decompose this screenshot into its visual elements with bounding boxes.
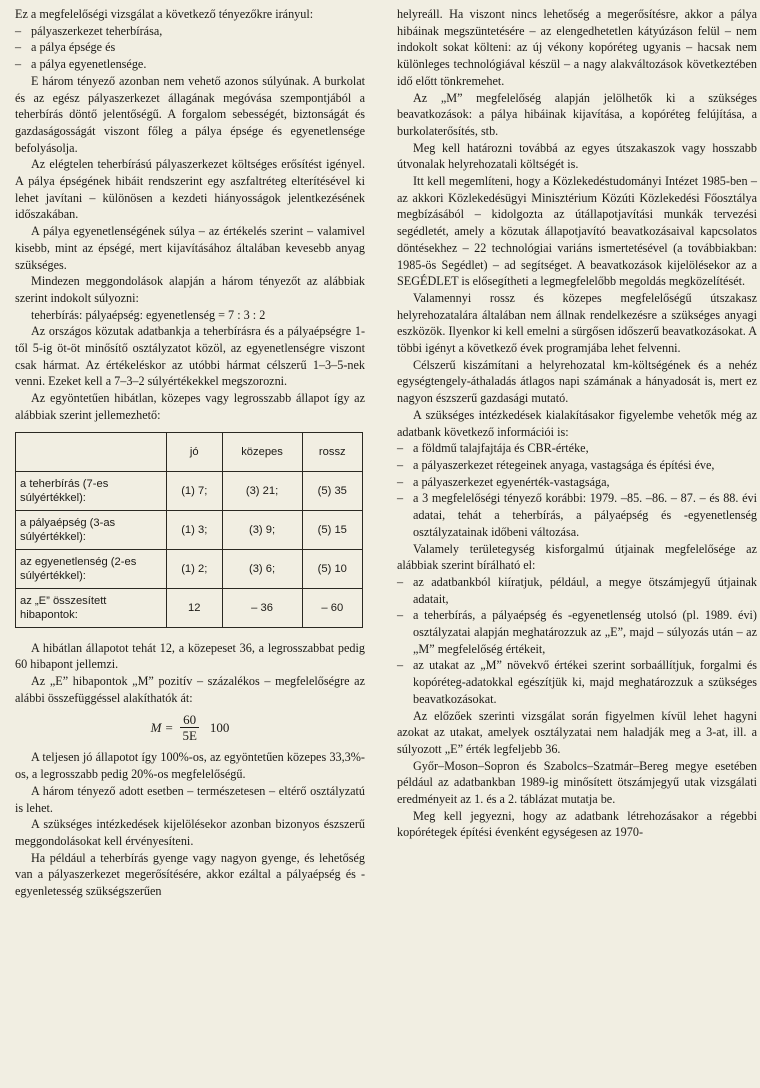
paragraph: A szükséges intézkedések kialakításakor figyelembe vehetők még az adatbank következő információi is: (397, 407, 757, 439)
row-label: az egyenetlenség (2-es súlyértékkel): (16, 549, 167, 588)
paragraph: Mindezen meggondolások alapján a három tényezőt az alábbiak szerint indokolt súlyozni: (15, 274, 365, 305)
info-list (397, 440, 757, 540)
formula-numerator: 60 (180, 712, 199, 728)
procedure-list (397, 574, 757, 708)
table-cell: (5) 35 (302, 471, 362, 510)
list-item: – az adatbankból kiíratjuk, például, a megye ötszámjegyű útjainak adatait, (397, 574, 757, 607)
paragraph: helyreáll. Ha viszont nincs lehetőség a megerősítésre, akkor a pálya hibáinak megszüntetésére – az elengedhetetlen kátyúzáson felül – nem indokolt sokat költeni: az új vékony kopóréteg ugyanis – hacsak nem különleges technológiával készül – a nagy alakváltozások következtében idő előtt tönkremehet. (397, 7, 757, 88)
table-header-row (16, 432, 363, 471)
paragraph: Meg kell határozni továbbá az egyes útszakaszok vagy hosszabb útvonalak helyrehozatali költségét is. (397, 140, 757, 172)
paragraph: Ha például a teherbírás gyenge vagy nagyon gyenge, és lehetőség van a pályaszerkezet megerősítésére, akkor ezáltal a pályaépség és -egyenletesség szükségszerűen (15, 850, 365, 899)
table-cell: (5) 10 (302, 549, 362, 588)
row-label: a pályaépség (3-as súlyértékkel): (16, 510, 167, 549)
formula-lhs: M = (150, 719, 174, 735)
table-row (16, 510, 363, 549)
paragraph: A hibátlan állapotot tehát 12, a közepeset 36, a legrosszabbat pedig 60 hibapont jellemzi. (15, 640, 365, 672)
paragraph: Az „E” hibapontok „M” pozitív – százalékos – megfelelőségre az alábbi összefüggéssel alakíthatók át: (15, 673, 365, 705)
table-header (16, 432, 167, 471)
right-column (397, 6, 757, 841)
formula-multiplier: 100 (209, 719, 230, 735)
conversion-formula (15, 712, 365, 743)
list-item: – a 3 megfelelőségi tényező korábbi: 1979. –85. –86. – 87. – és 88. évi adatai, tehát a teherbírás, a pályaépség és -egyenetlenség osztályzatainak időbeni változása. (397, 490, 757, 540)
paragraph: A három tényező adott esetben – természetesen – eltérő osztályzatú is lehet. (15, 783, 365, 815)
paragraph: A pálya egyenetlenségének súlya – az értékelés szerint – valamivel kisebb, mint az épségé, mert kijavításához általában kevesebb anyag szükséges. (15, 224, 365, 272)
table-cell: (1) 2; (167, 549, 223, 588)
table-cell: – 36 (222, 588, 302, 627)
row-label: az „E” összesített hibapontok: (16, 588, 167, 627)
paragraph: E három tényező azonban nem vehető azonos súlyúnak. A burkolat és az egész pályaszerkezet állagának megóvása szempontjából a teherbírás döntő jelentőségű. A forgalom sebességét, biztonságát és gazdaságosságát viszont főleg a pálya épsége és egyenetlensége befolyásolja. (15, 73, 365, 155)
paragraph: Az egyöntetűen hibátlan, közepes vagy legrosszabb állapot így az alábbiak szerint jellemezhető: (15, 391, 365, 422)
left-column (15, 6, 365, 900)
table-row (16, 549, 363, 588)
list-item: – a pályaszerkezet egyenérték-vastagsága, (397, 474, 757, 491)
table-cell: (1) 7; (167, 471, 223, 510)
list-item: – az utakat az „M” növekvő értékei szerint sorbaállítjuk, forgalmi és kopóréteg-adatokkal egészítjük ki, majd meghatározzuk a szükséges beavatkozásokat. (397, 657, 757, 707)
paragraph: Győr–Moson–Sopron és Szabolcs–Szatmár–Bereg megye esetében például az adatbankban 1989-ig minősített ötszámjegyű utak vizsgálati eredményeit az 1. és a 2. táblázat mutatja be. (397, 758, 757, 807)
paragraph: Az „M” megfelelőség alapján jelölhetők ki a szükséges beavatkozások: a pálya hibáinak kijavítása, a kopóréteg felújítása, a burkolaterősítés, stb. (397, 90, 757, 138)
table-cell: (3) 21; (222, 471, 302, 510)
score-table (15, 432, 363, 628)
paragraph: A teljesen jó állapotot így 100%-os, az egyöntetűen közepes 33,3%-os, a legrosszabb pedig 20%-os megfelelőségű. (15, 750, 365, 782)
formula-fraction (179, 712, 199, 743)
table-cell: – 60 (302, 588, 362, 627)
table-header: jó (167, 432, 223, 471)
table-row (16, 471, 363, 510)
list-item: – a földmű talajfajtája és CBR-értéke, (397, 440, 757, 457)
paragraph: Az országos közutak adatbankja a teherbírásra és a pályaépségre 1-től 5-ig öt-öt minősítő osztályzatot közöl, az egyenetlenségre viszont csak hármat. Az értékeléskor az utóbbi hármat célszerű 1–3–5-nek venni. Ezeket kell a 7–3–2 súlyértékekkel megszorozni. (15, 324, 365, 389)
table-cell: (3) 6; (222, 549, 302, 588)
list-item: – pályaszerkezet teherbírása, (15, 23, 365, 40)
weight-ratio: teherbírás: pályaépség: egyenetlenség = 7 : 3 : 2 (31, 307, 266, 322)
list-item: – a pályaszerkezet rétegeinek anyaga, vastagsága és építési éve, (397, 457, 757, 474)
paragraph: Célszerű kiszámítani a helyrehozatal km-költségének és a nehéz egységtengely-áthaladás átlagos napi számának a hányadosát is, mert ez nagyon észszerű gazdasági mutató. (397, 357, 757, 406)
paragraph: A szükséges intézkedések kijelölésekor azonban bizonyos észszerű meggondolásokat kell érvényesíteni. (15, 817, 365, 848)
table-cell: 12 (167, 588, 223, 627)
paragraph: Valamennyi rossz és közepes megfelelőségű útszakasz helyrehozatalára általában nem állnak rendelkezésre a szükséges anyagi eszközök. Ilyenkor ki kell emelni a sürgősen időszerű beavatkozásokat. A többi igényt a következő évek programjába lehet felvenni. (397, 290, 757, 356)
row-label: a teherbírás (7-es súlyértékkel): (16, 471, 167, 510)
table-header: közepes (222, 432, 302, 471)
table-cell: (5) 15 (302, 510, 362, 549)
table-header: rossz (302, 432, 362, 471)
paragraph: Az előzőek szerinti vizsgálat során figyelmen kívül lehet hagyni azokat az utakat, amelyek osztályzatai nem haladják meg a 3-at, ill. a súlyozott „E” érték legfeljebb 36. (397, 708, 757, 756)
paragraph: Valamely területegység kisforgalmú útjainak megfelelősége az alábbiak szerint bírálható el: (397, 541, 757, 573)
table-row-total (16, 588, 363, 627)
paragraph: Itt kell megemlíteni, hogy a Közlekedéstudományi Intézet 1985-ben – az akkori Közlekedésügyi Minisztérium Közúti Közlekedési Főosztálya megbízásából – kidolgozta az útállapotjavítási munkák tervezési segédletét, amely a közutak állapotjavító beavatkozásaival kapcsolatos döntésekhez – 22 technológiai variáns ismertetésével (a továbbiakban: 1985-ös Segédlet) – ad segítséget. A beavatkozások kijelölésekor az a SEGÉDLET is elősegítheti a legmegfelelőbb megoldás megközelítését. (397, 174, 757, 289)
paragraph: Az elégtelen teherbírású pályaszerkezet költséges erősítést igényel. A pálya épségének hibáit rendszerint egy aszfaltréteg elterítésével ki lehet javítani – különösen a kezdeti hiányosságok jelentkezésének időszakában. (15, 157, 365, 222)
list-item: – a pálya épsége és (15, 39, 365, 56)
formula-denominator: 5E (182, 728, 197, 744)
table-cell: (1) 3; (167, 510, 223, 549)
list-item: – a teherbírás, a pályaépség és -egyenetlenség utolsó (pl. 1989. évi) osztályzatai alapján meghatározzuk az „E”, majd – súlyozás után – az „M” megfelelőség értékeit, (397, 607, 757, 657)
factor-list (15, 23, 365, 73)
intro-paragraph: Ez a megfelelőségi vizsgálat a következő tényezőkre irányul: (15, 7, 314, 21)
table-cell: (3) 9; (222, 510, 302, 549)
paragraph: Meg kell jegyezni, hogy az adatbank létrehozásakor a régebbi kopórétegek építési évenként egységesen az 1970- (397, 808, 757, 840)
list-item: – a pálya egyenetlensége. (15, 56, 365, 73)
